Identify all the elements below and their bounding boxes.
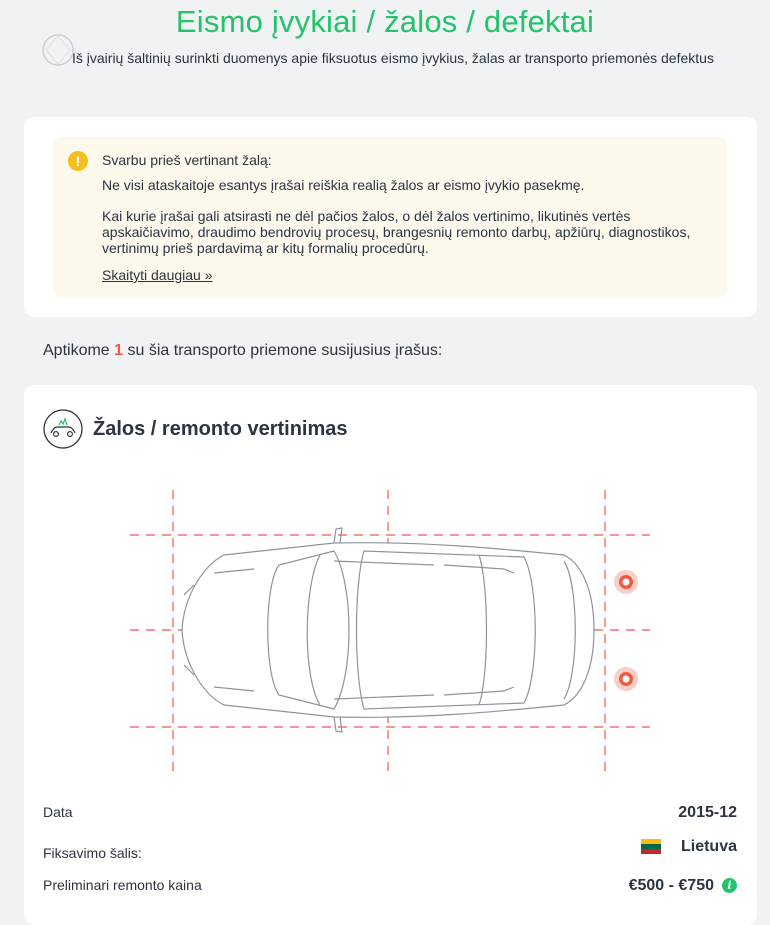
price-value: €500 - €750 [628,877,714,894]
page-header [0,0,770,117]
record-card [24,385,757,925]
record-title: Žalos / remonto vertinimas [93,418,348,440]
car-damage-icon [43,409,83,449]
results-count [43,342,442,360]
price-value-wrap [629,877,737,895]
car-outline [182,528,594,732]
damage-point-front-right [614,570,638,594]
date-label: Data [43,804,73,820]
results-suffix: su šia transporto priemone susijusius įrašus: [127,342,443,359]
damage-point-front-left [614,667,638,691]
warning-notice [54,137,727,297]
results-number: 1 [114,342,124,359]
notice-text [102,152,702,283]
notice-line-1: Ne visi ataskaitoje esantys įrašai reiškia realią žalos ar eismo įvykio pasekmę. [102,177,585,193]
car-damage-diagram [124,485,654,775]
country-value: Lietuva [680,838,737,855]
read-more-link[interactable]: Skaityti daugiau » [102,267,213,283]
warning-icon: ! [68,151,88,171]
date-value: 2015-12 [678,804,737,821]
lithuania-flag-icon [641,839,661,854]
country-label: Fiksavimo šalis: [43,845,142,861]
notice-card [24,117,757,317]
results-prefix: Aptikome [43,342,110,359]
info-icon[interactable]: i [722,878,737,893]
page-subtitle: Iš įvairių šaltinių surinkti duomenys apie fiksuotus eismo įvykius, žalas ar transporto priemonės defektus [72,50,714,66]
page-title: Eismo įvykiai / žalos / defektai [175,4,595,39]
notice-line-2: Kai kurie įrašai gali atsirasti ne dėl pačios žalos, o dėl žalos vertinimo, likutinės vertės apskaičiavimo, draudimo bendrovių procesų, brangesnių remonto darbų, apžiūrų, diagnostikos, vertinimų prieš pardavimą ar kitų formalių procedūrų. [102,208,691,256]
notice-heading: Svarbu prieš vertinant žalą: [102,152,272,168]
price-label: Preliminari remonto kaina [43,877,202,893]
